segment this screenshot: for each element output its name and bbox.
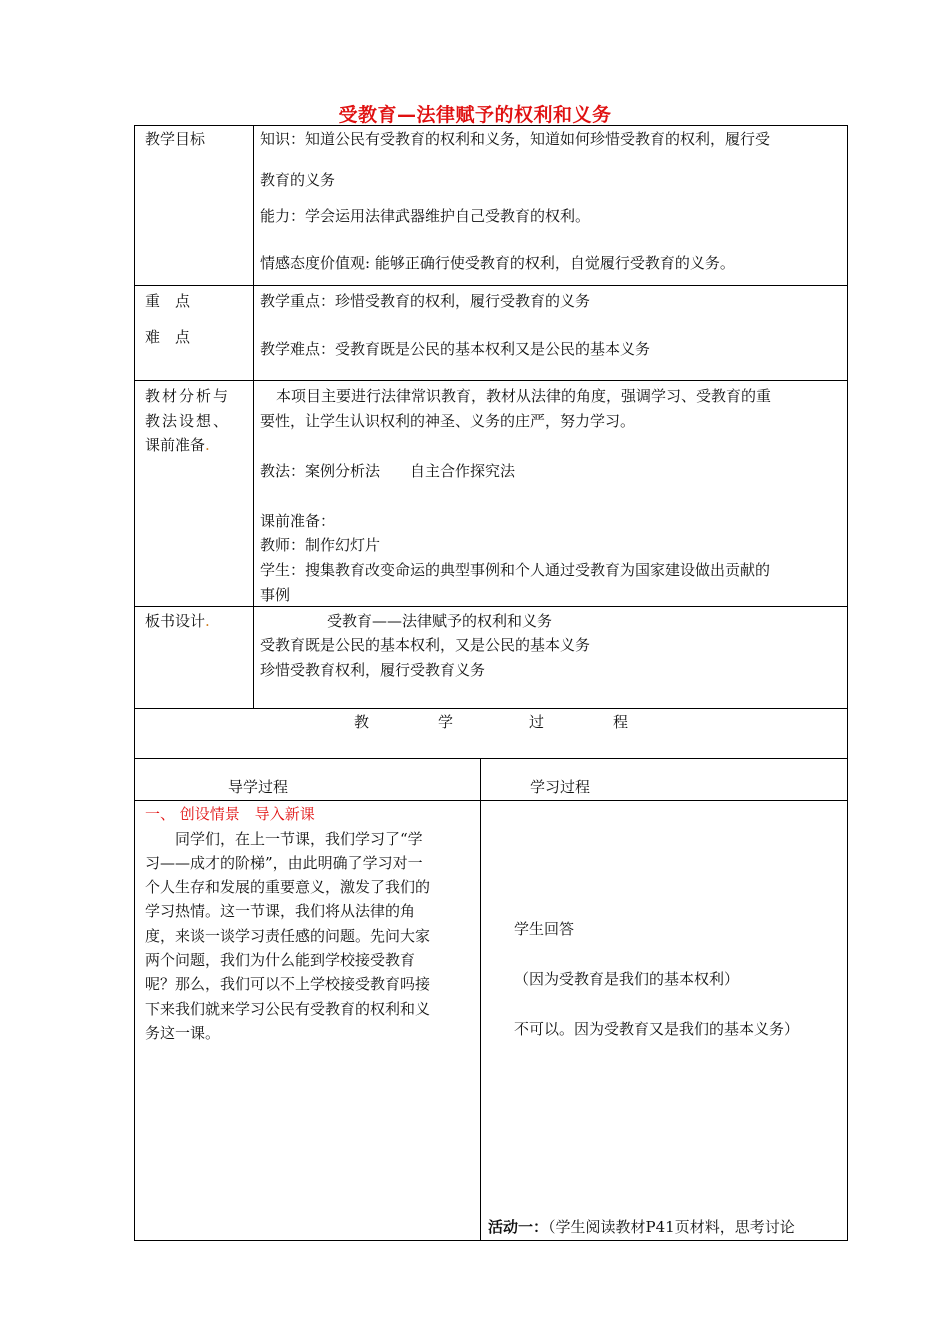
table-row-divider	[134, 285, 848, 286]
page-title: 受教育—法律赋予的权利和义务	[338, 104, 612, 126]
objectives-knowledge-line2: 教育的义务	[260, 171, 336, 189]
objectives-knowledge-line1: 知识：知道公民有受教育的权利和义务，知道如何珍惜受教育的权利，履行受	[260, 130, 771, 148]
student-answer-title: 学生回答	[514, 920, 575, 938]
student-answer-2: 不可以。因为受教育又是我们的基本义务）	[514, 1020, 800, 1038]
section1-line: 两个问题，我们为什么能到学校接受教育	[145, 951, 416, 969]
activity-label: 活动一：	[488, 1218, 549, 1236]
section1-line: 呢？那么，我们可以不上学校接受教育吗接	[145, 975, 431, 993]
analysis-label-2: 教法设想、	[145, 412, 231, 430]
analysis-para-line2: 要性，让学生认识权利的神圣、义务的庄严，努力学习。	[260, 412, 636, 430]
process-char-1: 教	[354, 713, 370, 731]
analysis-label-3	[145, 433, 210, 457]
section1-line: 个人生存和发展的重要意义，激发了我们的	[145, 878, 431, 896]
section1-line: 下来我们就来学习公民有受教育的权利和义	[145, 1000, 431, 1018]
section1-line: 学习热情。这一节课，我们将从法律的角	[145, 902, 416, 920]
process-char-3: 过	[529, 713, 545, 731]
process-char-2: 学	[438, 713, 454, 731]
analysis-student-line2: 事例	[260, 586, 291, 604]
table-row-divider	[134, 380, 848, 381]
key-points-label: 重 点	[145, 292, 191, 310]
analysis-label-dot: .	[205, 436, 210, 454]
objectives-emotion: 情感态度价值观: 能够正确行使受教育的权利，自觉履行受教育的义务。	[260, 254, 735, 272]
section1-line: 习——成才的阶梯”，由此明确了学习对一	[145, 854, 423, 872]
table-column-divider	[253, 125, 254, 708]
learn-column-header: 学习过程	[530, 778, 591, 796]
difficulty-text: 教学难点：受教育既是公民的基本权利又是公民的基本义务	[260, 340, 651, 358]
table-row-divider	[134, 800, 848, 801]
board-line1: 受教育——法律赋予的权利和义务	[327, 612, 553, 630]
objectives-label: 教学目标	[145, 130, 206, 148]
activity-line	[488, 1215, 795, 1239]
board-label-dot: .	[205, 612, 210, 630]
table-row-divider	[134, 606, 848, 607]
table-row-divider	[134, 758, 848, 759]
analysis-student-line1: 学生：搜集教育改变命运的典型事例和个人通过受教育为国家建设做出贡献的	[260, 561, 771, 579]
analysis-para-line1: 本项目主要进行法律常识教育，教材从法律的角度，强调学习、受教育的重	[276, 387, 772, 405]
board-label	[145, 609, 210, 633]
section1-line: 度，来谈一谈学习责任感的问题。先问大家	[145, 927, 431, 945]
section1-heading: 一、 创设情景 导入新课	[145, 805, 315, 823]
board-label-text: 板书设计	[145, 612, 206, 630]
table-column-divider	[480, 758, 481, 1241]
analysis-label-3-text: 课前准备	[145, 436, 206, 454]
analysis-teacher: 教师：制作幻灯片	[260, 536, 381, 554]
board-line3: 珍惜受教育权利，履行受教育义务	[260, 661, 486, 679]
activity-text: （学生阅读教材P41页材料，思考讨论	[548, 1218, 795, 1236]
guide-column-header: 导学过程	[228, 778, 289, 796]
section1-line: 务这一课。	[145, 1024, 221, 1042]
section1-line: 同学们，在上一节课，我们学习了“学	[145, 830, 423, 848]
student-answer-1: （因为受教育是我们的基本权利）	[514, 970, 740, 988]
objectives-ability: 能力：学会运用法律武器维护自己受教育的权利。	[260, 207, 591, 225]
difficulty-label: 难 点	[145, 328, 191, 346]
table-row-divider	[134, 708, 848, 709]
analysis-prep-title: 课前准备：	[260, 512, 336, 530]
analysis-label-1: 教材分析与	[145, 387, 231, 405]
key-point-text: 教学重点：珍惜受教育的权利，履行受教育的义务	[260, 292, 591, 310]
board-line2: 受教育既是公民的基本权利，又是公民的基本义务	[260, 636, 591, 654]
analysis-method: 教法：案例分析法 自主合作探究法	[260, 462, 516, 480]
process-char-4: 程	[613, 713, 629, 731]
